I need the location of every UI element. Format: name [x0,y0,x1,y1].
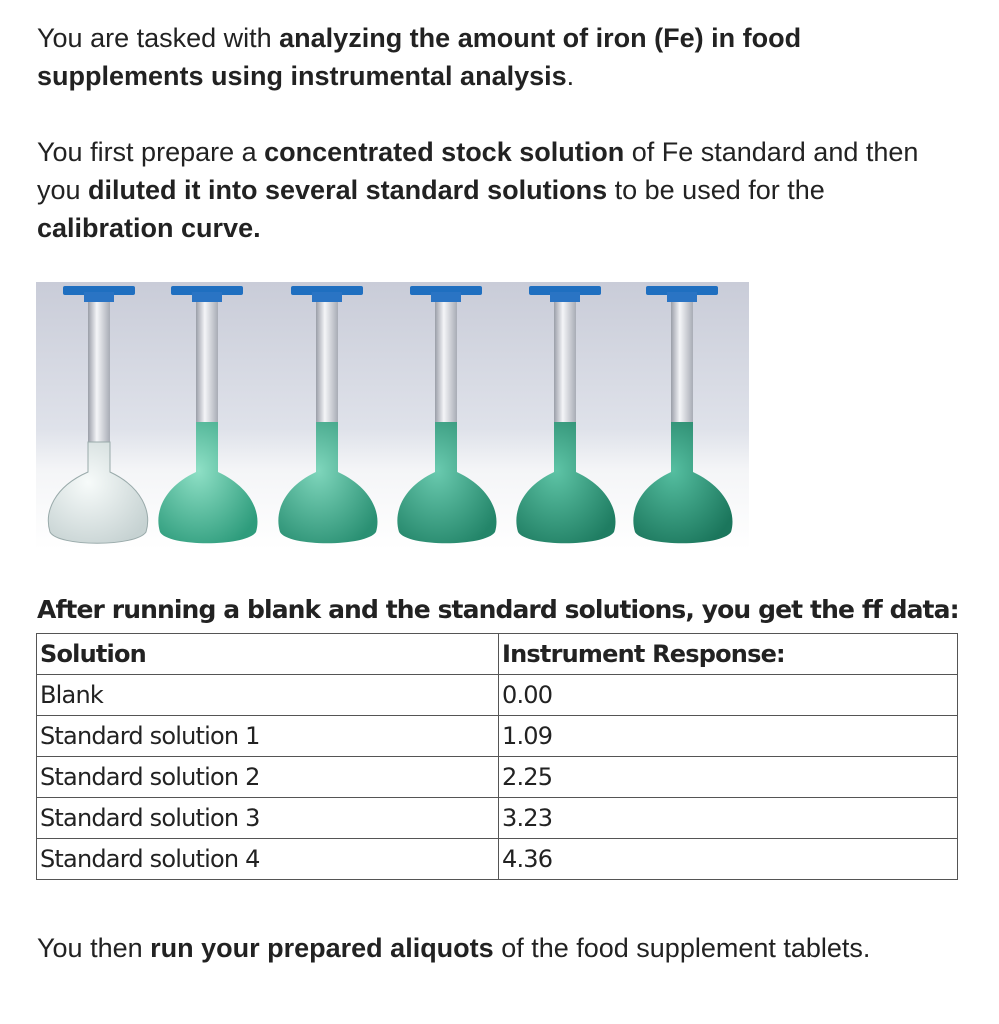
header-solution: Solution [37,634,499,675]
solution-cell: Standard solution 3 [37,798,499,839]
intro-period: . [566,61,575,91]
closing-bold: run your prepared aliquots [150,933,494,963]
table-row [37,675,958,716]
table-row [37,757,958,798]
prep-text-1: You first prepare a [37,137,265,167]
calibration-data-table [36,633,958,880]
preparation-paragraph [37,133,967,247]
table-header-row [37,634,958,675]
closing-text-2: of the food supplement tablets. [493,933,871,963]
prep-text-3: to be used for the [607,175,825,205]
intro-bold-text: analyzing the amount of iron (Fe) in food supplements using instrumental analysis [37,23,802,91]
table-row [37,798,958,839]
header-instrument-response: Instrument Response: [499,634,958,675]
intro-paragraph [37,19,967,95]
table-caption: After running a blank and the standard solutions, you get the ff data: [37,595,959,624]
solution-cell: Standard solution 2 [37,757,499,798]
response-cell: 0.00 [499,675,958,716]
prep-text-2: of Fe standard and then you [37,137,919,205]
solution-cell: Standard solution 4 [37,839,499,880]
volumetric-flasks-photo [36,282,749,550]
response-cell: 2.25 [499,757,958,798]
table-row [37,839,958,880]
intro-text: You are tasked with [37,23,280,53]
solution-cell: Standard solution 1 [37,716,499,757]
response-cell: 4.36 [499,839,958,880]
prep-bold-2: diluted it into several standard solutions [88,175,608,205]
closing-paragraph [37,929,967,967]
closing-text-1: You then [37,933,151,963]
response-cell: 1.09 [499,716,958,757]
solution-cell: Blank [37,675,499,716]
table-row [37,716,958,757]
prep-bold-3: calibration curve. [37,213,261,243]
prep-bold-1: concentrated stock solution [264,137,625,167]
response-cell: 3.23 [499,798,958,839]
